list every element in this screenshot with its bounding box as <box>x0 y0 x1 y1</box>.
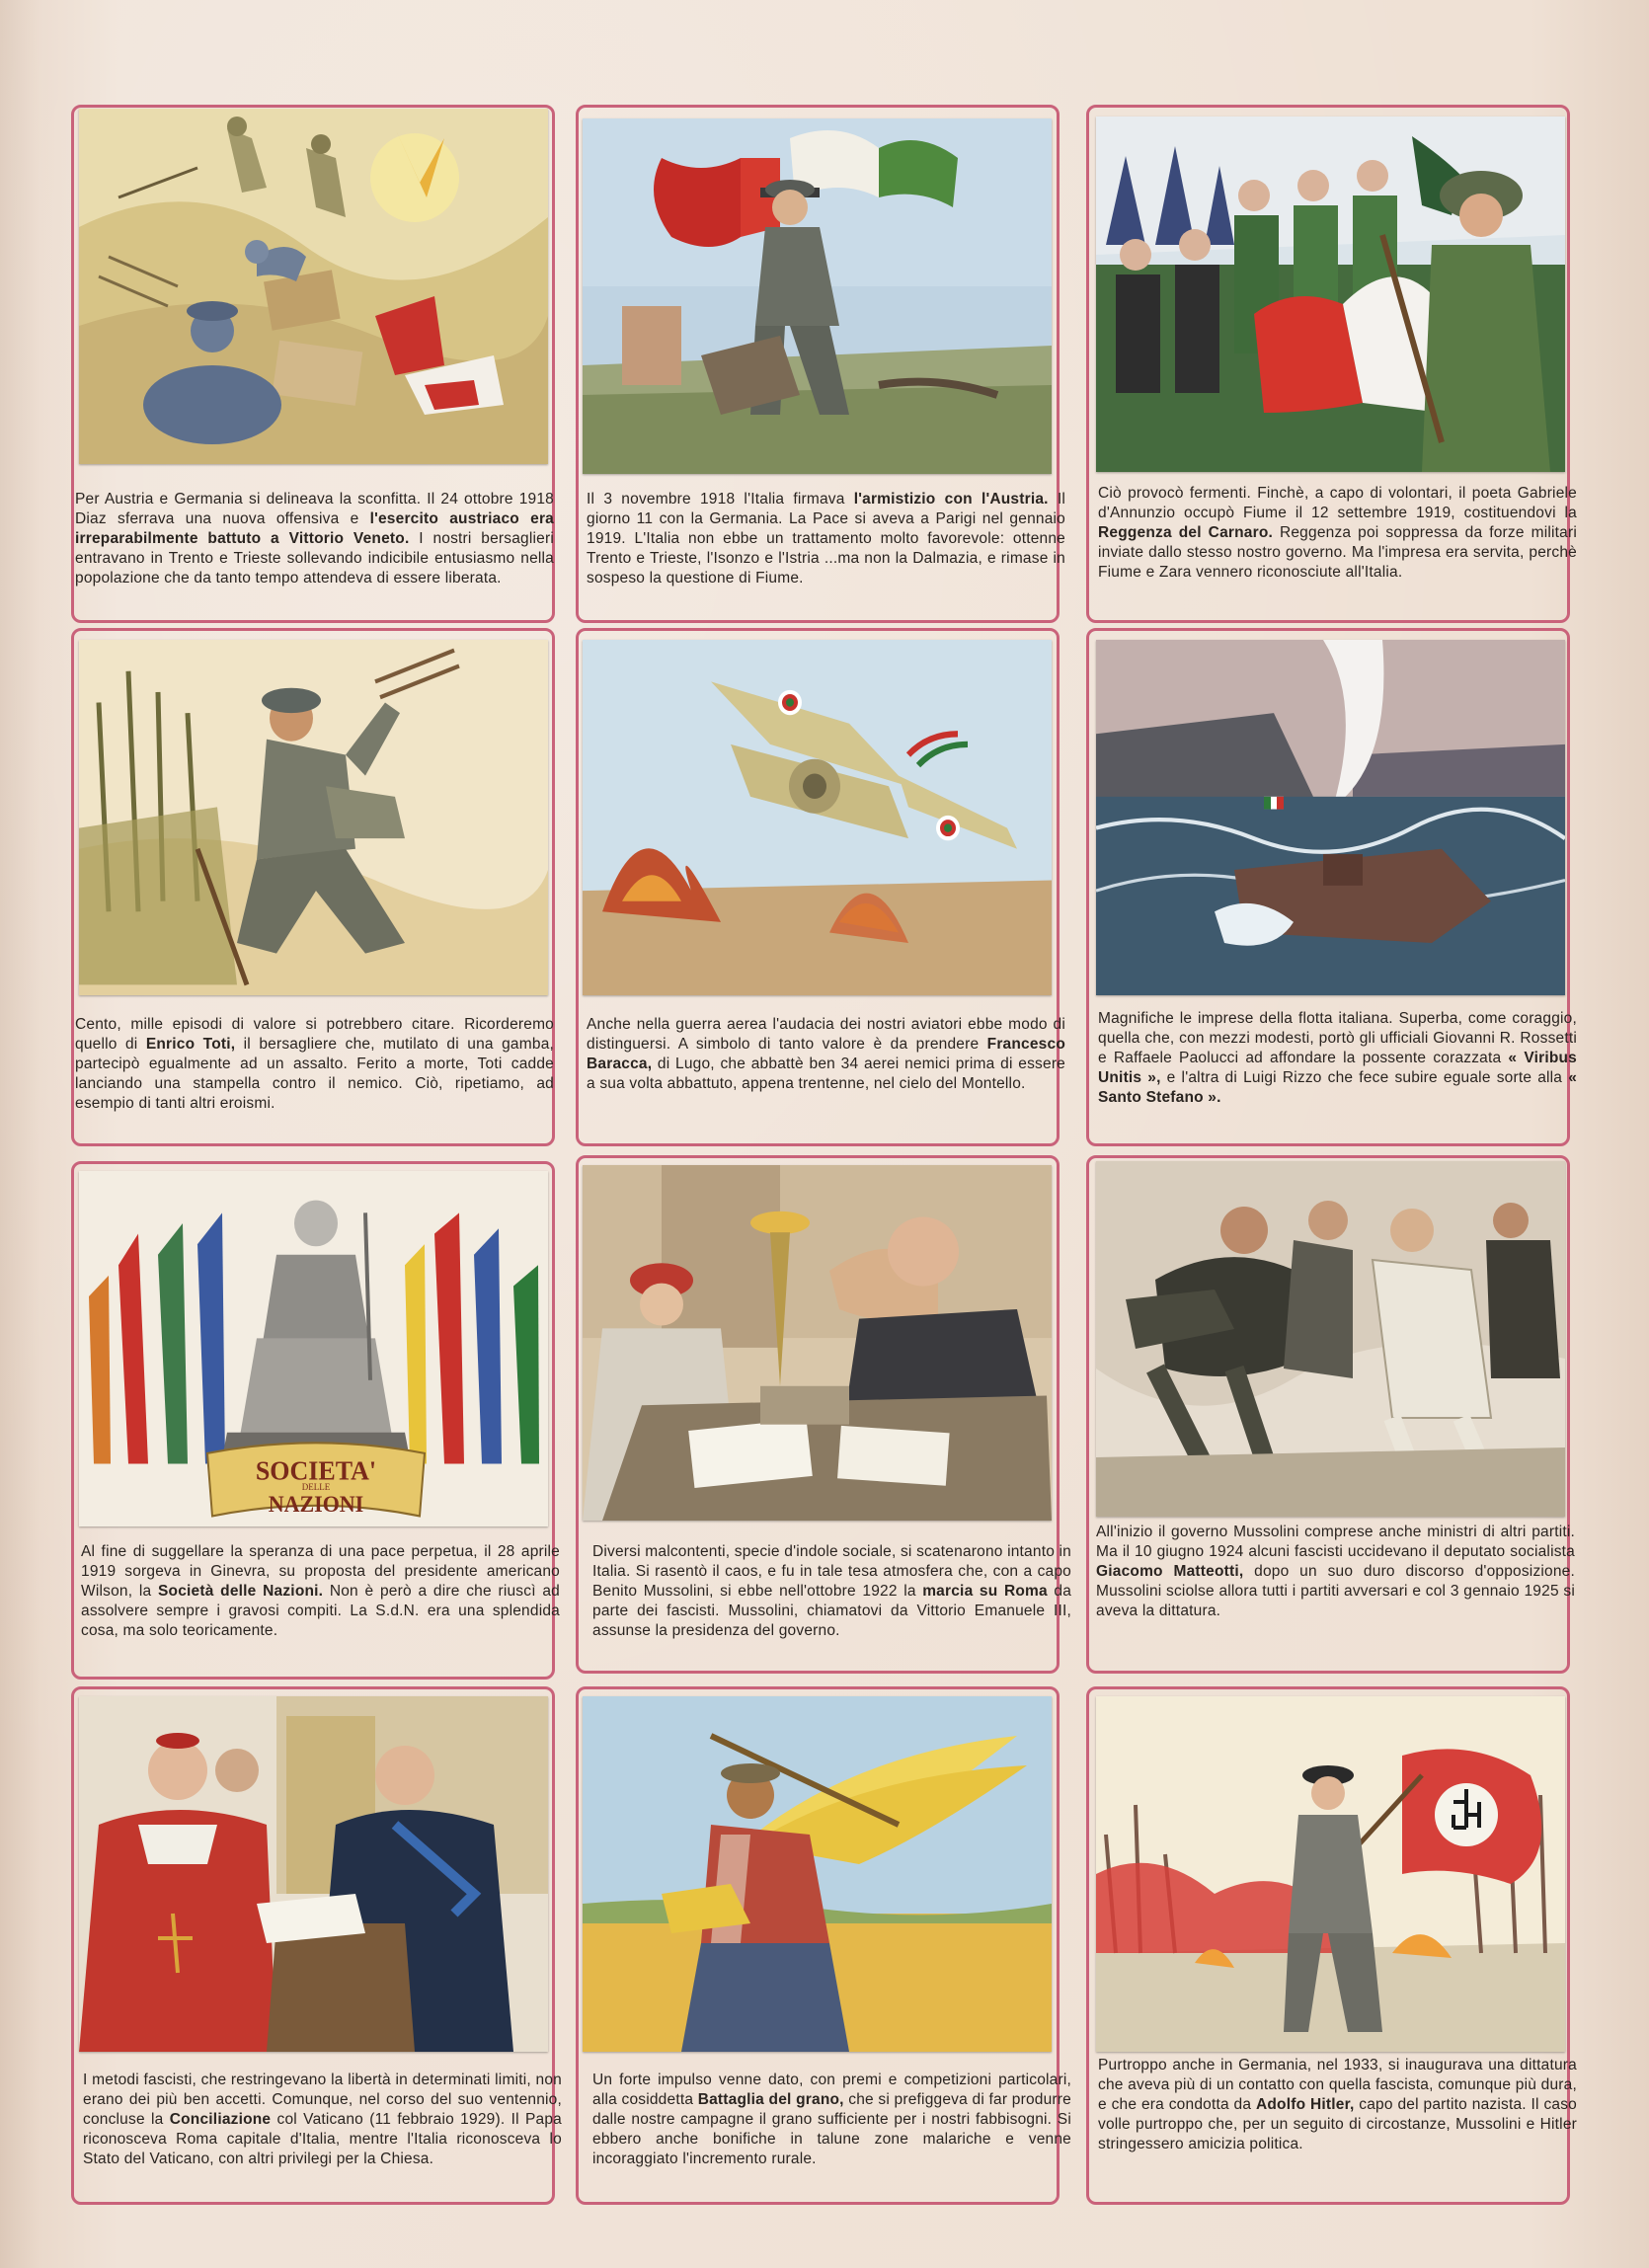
caption-10 <box>83 2071 562 2169</box>
illustration-battaglia-grano <box>583 1696 1052 2052</box>
caption-text: col Vaticano (11 febbraio 1929). Il Papa riconosceva Roma capitale d'Italia, mentre l'Italia riconosceva lo Stato del Vaticano, con altri privilegi per la Chiesa. <box>83 2111 562 2167</box>
illustration-marcia-su-roma <box>583 1165 1052 1521</box>
caption-text: dopo un suo duro discorso d'opposizione. Mussolini sciolse allora tutti i partiti avversari e col 3 gennaio 1925 si aveva la dittatura. <box>1096 1563 1576 1619</box>
banner-line2: DELLE <box>301 1482 331 1494</box>
illustration-francesco-baracca <box>583 640 1052 995</box>
caption-3 <box>1098 484 1577 583</box>
caption-text: Il 3 novembre 1918 l'Italia firmava <box>587 491 854 508</box>
caption-text: I metodi fascisti, che restringevano la libertà in determinati limiti, non erano dei più ben accetti. Comunque, nel corso del suo ventennio, concluse la <box>83 2072 562 2128</box>
caption-bold-text: Reggenza del Carnaro. <box>1098 524 1274 541</box>
caption-text: capo del partito nazista. Il caso volle purtroppo che, per un seguito di circostanze, Mussolini e Hitler stringessero amicizia politica. <box>1098 2096 1578 2152</box>
caption-8 <box>592 1542 1071 1641</box>
caption-12 <box>1098 2056 1577 2154</box>
caption-text: Magnifiche le imprese della flotta italiana. Superba, come coraggio, quella che, con mezzi modesti, portò gli ufficiali Giovanni R. Rossetti e Raffaele Paolucci ad affondare la possente corazzata <box>1098 1010 1577 1066</box>
caption-bold-text: l'esercito austriaco era irreparabilmente battuto a Vittorio Veneto. <box>75 510 554 547</box>
caption-4 <box>75 1015 554 1114</box>
caption-bold-text: « Santo Stefano ». <box>1098 1069 1578 1106</box>
illustration-hitler <box>1096 1696 1565 2052</box>
caption-text: Al fine di suggellare la speranza di una pace perpetua, il 28 aprile 1919 sorgeva in Ginevra, su proposta del presidente americano Wilson, la <box>81 1543 560 1600</box>
banner-line1: SOCIETA' <box>255 1454 377 1486</box>
caption-text: Un forte impulso venne dato, con premi e competizioni particolari, alla cosiddetta <box>592 2072 1071 2108</box>
illustration-vittorio-veneto <box>79 109 548 464</box>
caption-text: Cento, mille episodi di valore si potrebbero citare. Ricorderemo quello di <box>75 1016 554 1053</box>
caption-bold-text: l'armistizio con l'Austria. <box>853 491 1049 508</box>
caption-text: Purtroppo anche in Germania, nel 1933, si inaugurava una dittatura che aveva più di un contatto con quella fascista, comunque più dura, e che era condotta da <box>1098 2057 1577 2113</box>
caption-text: Anche nella guerra aerea l'audacia dei nostri aviatori ebbe modo di distinguersi. A simbolo di tanto valore è da prendere <box>587 1016 1065 1053</box>
illustration-viribus-unitis <box>1096 640 1565 995</box>
caption-text: di Lugo, che abbattè ben 34 aerei nemici prima di essere a sua volta abbattuto, appena trentenne, nel cielo del Montello. <box>587 1056 1065 1092</box>
caption-bold-text: Enrico Toti, <box>145 1036 236 1053</box>
illustration-reggenza-carnaro <box>1096 117 1565 472</box>
illustration-societa-nazioni <box>79 1171 548 1526</box>
caption-6 <box>1098 1009 1577 1108</box>
caption-5 <box>587 1015 1065 1094</box>
caption-bold-text: Conciliazione <box>169 2111 272 2128</box>
caption-text: Non è però a dire che riuscì ad assolvere sempre i gravosi compiti. La S.d.N. era una splendida cosa, ma solo teoricamente. <box>81 1583 560 1639</box>
caption-bold-text: Giacomo Matteotti, <box>1096 1563 1244 1580</box>
caption-bold-text: Società delle Nazioni. <box>157 1583 324 1600</box>
caption-text: il bersagliere che, mutilato di una gamba, partecipò egualmente ad un assalto. Ferito a morte, Toti cadde lanciando una stampella contro il nemico. Ciò, ripetiamo, ad esempio di tanti altri eroismi. <box>75 1036 555 1112</box>
caption-text: Ciò provocò fermenti. Finchè, a capo di volontari, il poeta Gabriele d'Annunzio occupò Fiume il 12 settembre 1919, costituendovi la <box>1098 485 1577 521</box>
illustration-conciliazione <box>79 1696 548 2052</box>
caption-9 <box>1096 1523 1575 1621</box>
illustration-matteotti <box>1096 1161 1565 1517</box>
banner-line3: NAZIONI <box>268 1491 364 1518</box>
caption-text: Il giorno 11 con la Germania. La Pace si aveva a Parigi nel gennaio 1919. L'Italia non ebbe un trattamento molto favorevole: ottenne Trento e Trieste, l'Isonzo e l'Istria ...ma non la Dalmazia, e rimase in sospeso la questione di Fiume. <box>587 491 1065 587</box>
caption-text: Diversi malcontenti, specie d'indole sociale, si scatenarono intanto in Italia. Si rasentò il caos, e fu in tale tesa atmosfera che, con a capo Benito Mussolini, si ebbe nell'ottobre 1922 la <box>592 1543 1071 1600</box>
caption-bold-text: Francesco Baracca, <box>587 1036 1065 1072</box>
illustration-armistizio <box>583 118 1052 474</box>
caption-7 <box>81 1542 560 1641</box>
caption-text: che si prefiggeva di far produrre dalle nostre campagne il grano sufficiente per i nostri fabbisogni. Si ebbero anche bonifiche in talune zone malariche e venne incoraggiato l'incremento rurale. <box>592 2091 1071 2167</box>
caption-bold-text: Adolfo Hitler, <box>1255 2096 1355 2113</box>
illustration-enrico-toti <box>79 640 548 995</box>
caption-text: All'inizio il governo Mussolini comprese anche ministri di altri partiti. Ma il 10 giugno 1924 alcuni fascisti uccidevano il deputato socialista <box>1096 1524 1575 1560</box>
caption-text: Per Austria e Germania si delineava la sconfitta. Il 24 ottobre 1918 Diaz sferrava una nuova offensiva e <box>75 491 554 527</box>
caption-text: e l'altra di Luigi Rizzo che fece subire eguale sorte alla <box>1160 1069 1569 1086</box>
caption-bold-text: Battaglia del grano, <box>697 2091 844 2108</box>
caption-bold-text: « Viribus Unitis », <box>1098 1050 1577 1086</box>
caption-2 <box>587 490 1065 588</box>
caption-text: da parte dei fascisti. Mussolini, chiamatovi da Vittorio Emanuele III, assunse la presidenza del governo. <box>592 1583 1072 1639</box>
caption-bold-text: marcia su Roma <box>922 1583 1048 1600</box>
caption-text: Reggenza poi soppressa da forze militari inviate dallo stesso nostro governo. Ma l'impresa era servita, perchè Fiume e Zara vennero riconosciute all'Italia. <box>1098 524 1577 581</box>
caption-1 <box>75 490 554 588</box>
caption-11 <box>592 2071 1071 2169</box>
caption-text: I nostri bersaglieri entravano in Trento e Trieste sollevando indicibile entusiasmo nella popolazione che da tanto tempo attendeva di essere liberata. <box>75 530 554 587</box>
